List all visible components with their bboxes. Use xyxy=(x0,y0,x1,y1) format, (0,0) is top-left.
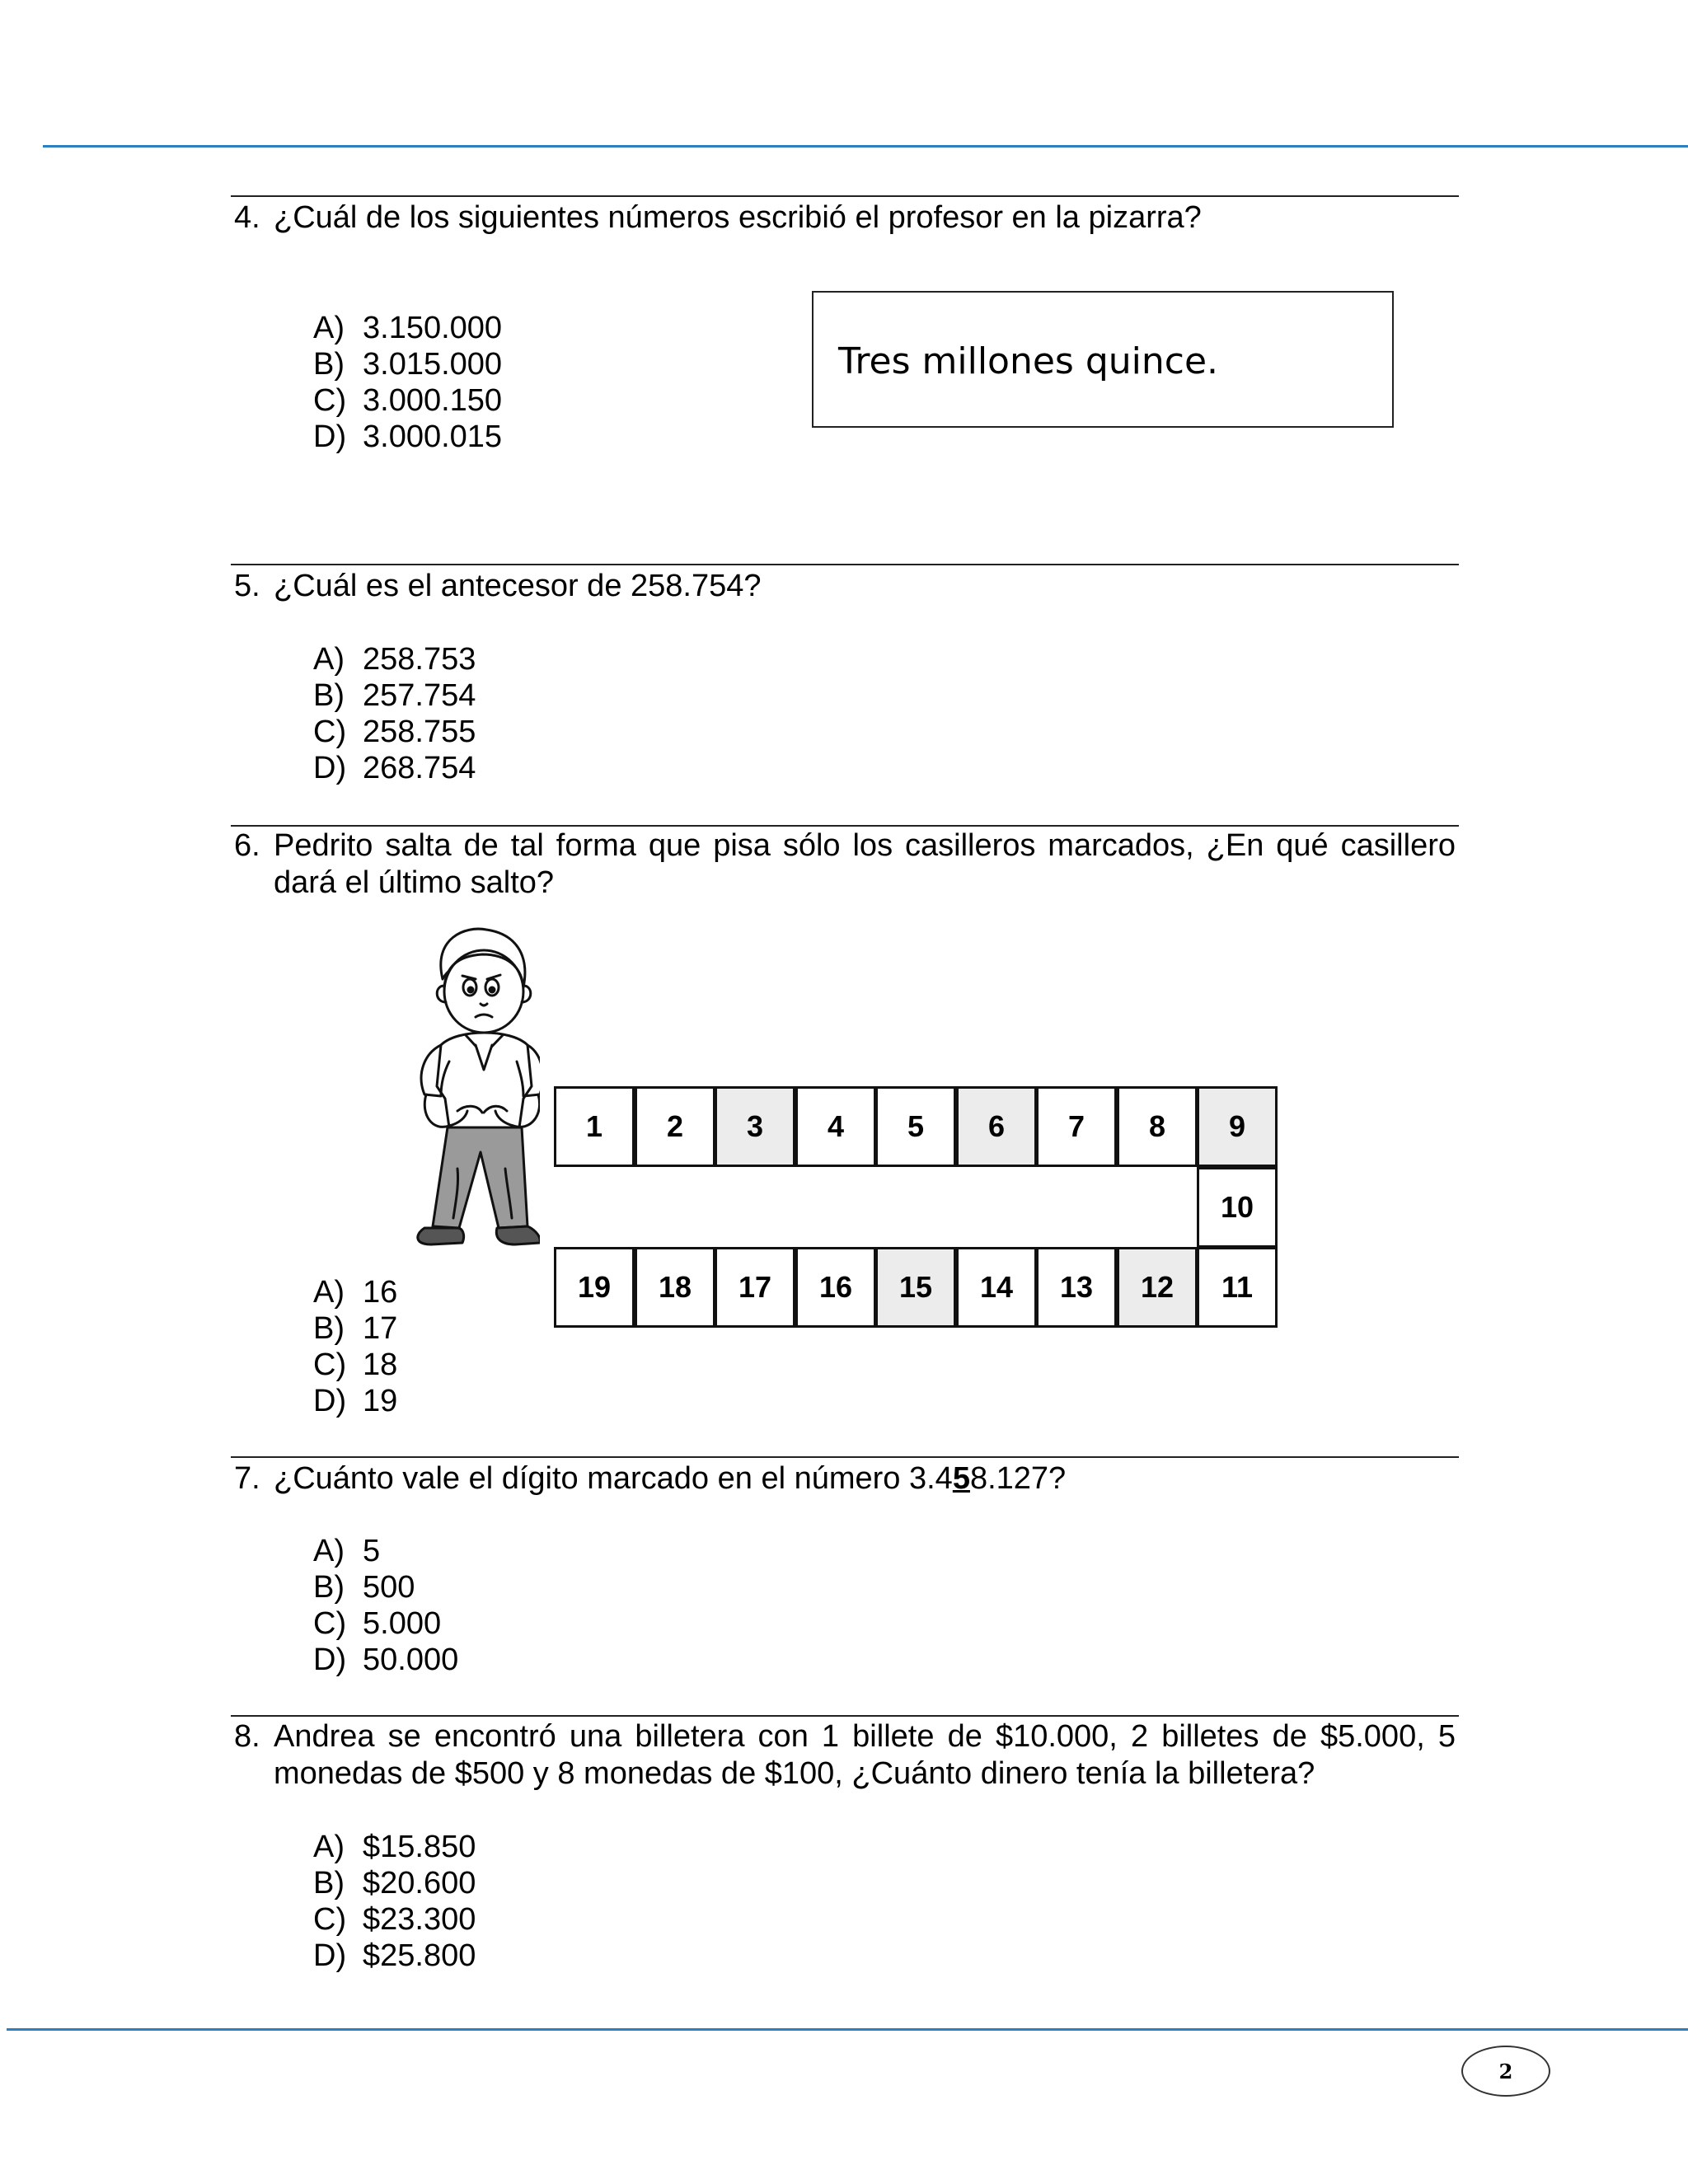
grid-cell-13: 13 xyxy=(1036,1247,1117,1328)
footer-rule xyxy=(7,2028,1688,2031)
question-number: 4. xyxy=(234,200,260,235)
grid-cell-16: 16 xyxy=(795,1247,876,1328)
q8-options xyxy=(313,1829,476,1974)
q4-separator xyxy=(231,195,1459,197)
question-text: Andrea se encontró una billetera con 1 billete de $10.000, 2 billetes de $5.000, 5 monedas de $500 y 8 monedas de $100, ¿Cuánto dinero tenía la billetera? xyxy=(274,1719,1456,1791)
q5-separator xyxy=(231,564,1459,565)
question-number: 7. xyxy=(234,1461,260,1496)
q4-options xyxy=(313,310,502,455)
q6-option-a[interactable]: A) 16 xyxy=(313,1275,398,1310)
question-number: 6. xyxy=(234,828,260,863)
grid-cell-9: 9 xyxy=(1197,1086,1278,1167)
q7-separator xyxy=(231,1456,1459,1458)
blackboard-box xyxy=(812,291,1394,428)
grid-cell-8: 8 xyxy=(1117,1086,1198,1167)
q8-option-a[interactable]: A) $15.850 xyxy=(313,1830,476,1864)
q6-option-d[interactable]: D) 19 xyxy=(313,1384,398,1418)
question-7 xyxy=(234,1460,1456,1497)
grid-cell-6: 6 xyxy=(956,1086,1037,1167)
grid-cell-5: 5 xyxy=(875,1086,956,1167)
question-4 xyxy=(234,199,1456,237)
grid-cell-17: 17 xyxy=(715,1247,795,1328)
grid-cell-2: 2 xyxy=(635,1086,715,1167)
q7-option-b[interactable]: B) 500 xyxy=(313,1570,415,1605)
q8-option-b[interactable]: B) $20.600 xyxy=(313,1866,476,1900)
grid-cell-14: 14 xyxy=(956,1247,1037,1328)
grid-cell-12: 12 xyxy=(1117,1247,1198,1328)
question-6 xyxy=(234,827,1456,902)
q6-option-c[interactable]: C) 18 xyxy=(313,1347,398,1382)
q7-option-d[interactable]: D) 50.000 xyxy=(313,1643,459,1677)
q4-option-c[interactable]: C) 3.000.150 xyxy=(313,383,503,418)
grid-cell-1: 1 xyxy=(554,1086,635,1167)
q6-option-b[interactable]: B) 17 xyxy=(313,1311,398,1346)
q5-options xyxy=(313,641,476,786)
q5-option-c[interactable]: C) 258.755 xyxy=(313,715,476,749)
q5-option-b[interactable]: B) 257.754 xyxy=(313,678,476,713)
grid-cell-15: 15 xyxy=(875,1247,956,1328)
grid-cell-4: 4 xyxy=(795,1086,876,1167)
question-5 xyxy=(234,568,1456,605)
header-rule xyxy=(43,145,1688,148)
q6-separator xyxy=(231,825,1459,827)
q5-option-a[interactable]: A) 258.753 xyxy=(313,642,476,677)
question-text: ¿Cuánto vale el dígito marcado en el número 3.458.127? xyxy=(274,1461,1067,1496)
q4-option-d[interactable]: D) 3.000.015 xyxy=(313,419,503,454)
q7-option-a[interactable]: A) 5 xyxy=(313,1534,381,1568)
grid-cell-7: 7 xyxy=(1036,1086,1117,1167)
grid-cell-19: 19 xyxy=(554,1247,635,1328)
question-text: ¿Cuál de los siguientes números escribió el profesor en la pizarra? xyxy=(274,200,1202,235)
grid-cell-10: 10 xyxy=(1197,1167,1278,1248)
question-text: ¿Cuál es el antecesor de 258.754? xyxy=(274,569,762,603)
q8-option-d[interactable]: D) $25.800 xyxy=(313,1938,476,1973)
q7-option-c[interactable]: C) 5.000 xyxy=(313,1606,442,1641)
q5-option-d[interactable]: D) 268.754 xyxy=(313,751,476,785)
page-number-badge xyxy=(1461,2046,1550,2097)
boy-illustration xyxy=(408,921,540,1255)
question-text: Pedrito salta de tal forma que pisa sólo los casilleros marcados, ¿En qué casillero dará el último salto? xyxy=(274,828,1456,900)
grid-cell-3: 3 xyxy=(715,1086,795,1167)
question-number: 5. xyxy=(234,569,260,603)
q4-option-a[interactable]: A) 3.150.000 xyxy=(313,311,503,345)
q4-option-b[interactable]: B) 3.015.000 xyxy=(313,347,503,382)
q6-options xyxy=(313,1274,397,1419)
grid-cell-18: 18 xyxy=(635,1247,715,1328)
grid-cell-11: 11 xyxy=(1197,1247,1278,1328)
question-number: 8. xyxy=(234,1719,260,1754)
blackboard-text: Tres millones quince. xyxy=(838,340,1219,382)
highlighted-digit: 5 xyxy=(952,1461,970,1496)
question-8 xyxy=(234,1718,1456,1793)
q8-option-c[interactable]: C) $23.300 xyxy=(313,1902,476,1937)
page-number: 2 xyxy=(1498,2059,1513,2083)
q8-separator xyxy=(231,1715,1459,1717)
q7-options xyxy=(313,1533,458,1678)
